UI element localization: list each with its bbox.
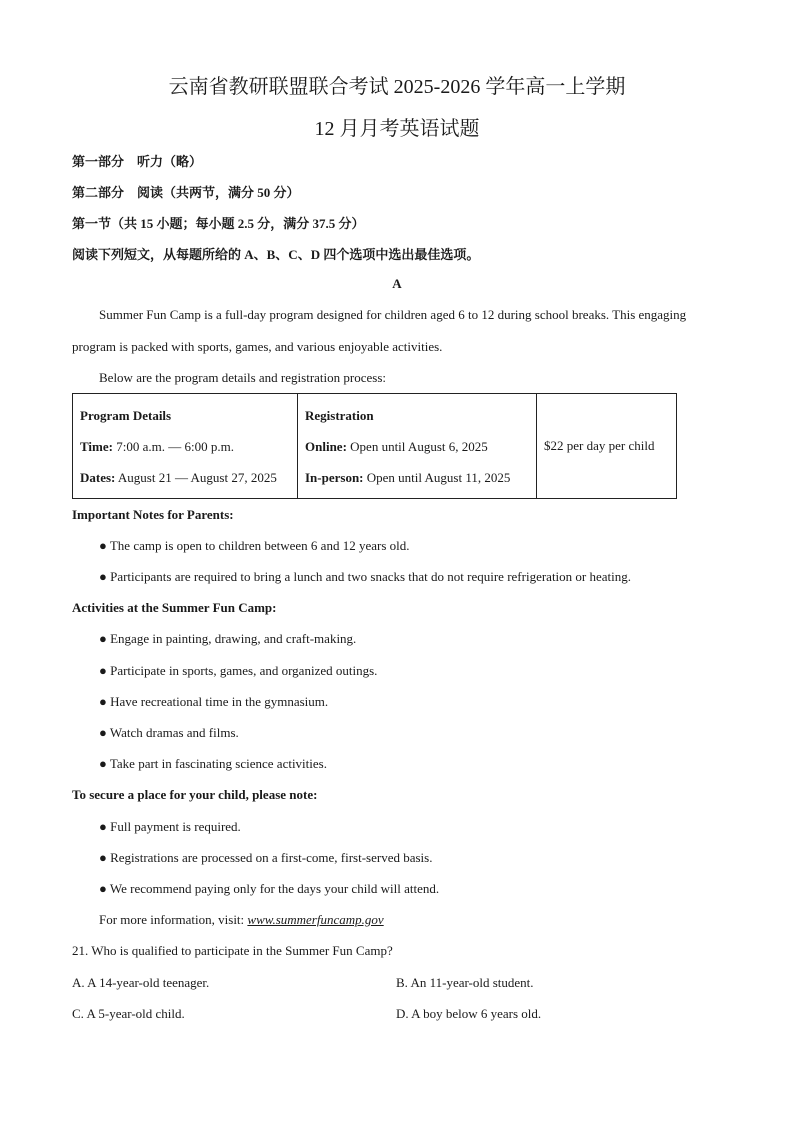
notes-heading: Important Notes for Parents:	[72, 507, 234, 522]
price-cell: $22 per day per child	[537, 394, 677, 499]
passage-label: A	[392, 276, 402, 291]
more-info-text: For more information, visit:	[99, 912, 248, 927]
option-b: B. An 11-year-old student.	[396, 975, 534, 990]
list-item: ● Engage in painting, drawing, and craft-making.	[99, 631, 357, 646]
secure-heading: To secure a place for your child, please note:	[72, 787, 318, 802]
part1-heading: 第一部分 听力（略）	[72, 154, 203, 169]
table-intro: Below are the program details and registration process:	[99, 370, 386, 385]
exam-title: 云南省教研联盟联合考试 2025-2026 学年高一上学期	[168, 76, 626, 98]
registration-header: Registration	[305, 408, 374, 423]
more-info	[99, 912, 384, 928]
list-item: ● Registrations are processed on a first-come, first-served basis.	[99, 850, 433, 865]
option-c: C. A 5-year-old child.	[72, 1006, 185, 1021]
list-item: ● Watch dramas and films.	[99, 725, 239, 740]
list-item: ● Full payment is required.	[99, 819, 241, 834]
activities-heading: Activities at the Summer Fun Camp:	[72, 600, 277, 615]
list-item: ● The camp is open to children between 6 and 12 years old.	[99, 538, 410, 553]
instruction: 阅读下列短文，从每题所给的 A、B、C、D 四个选项中选出最佳选项。	[72, 247, 480, 262]
exam-subtitle: 12 月月考英语试题	[314, 118, 480, 140]
list-item: ● Participants are required to bring a lunch and two snacks that do not require refrigeration or heating.	[99, 569, 632, 584]
intro-paragraph: Summer Fun Camp is a full-day program designed for children aged 6 to 12 during school breaks. This engaging program is packed with sports, games, and various enjoyable activities.	[72, 307, 687, 354]
program-details-header: Program Details	[80, 408, 172, 423]
option-a: A. A 14-year-old teenager.	[72, 975, 210, 990]
list-item: ● Participate in sports, games, and organized outings.	[99, 663, 378, 678]
list-item: ● Have recreational time in the gymnasium.	[99, 694, 329, 709]
online-row: Online: Open until August 6, 2025	[305, 439, 488, 454]
program-table	[72, 393, 677, 499]
time-row: Time: 7:00 a.m. — 6:00 p.m.	[80, 439, 234, 454]
section1-heading: 第一节（共 15 小题；每小题 2.5 分，满分 37.5 分）	[72, 216, 365, 231]
list-item: ● Take part in fascinating science activities.	[99, 756, 327, 771]
registration-cell	[298, 394, 537, 499]
list-item: ● We recommend paying only for the days your child will attend.	[99, 881, 440, 896]
inperson-row: In-person: Open until August 11, 2025	[305, 470, 511, 485]
part2-heading: 第二部分 阅读（共两节，满分 50 分）	[72, 185, 300, 200]
question-stem: 21. Who is qualified to participate in the Summer Fun Camp?	[72, 943, 393, 958]
option-d: D. A boy below 6 years old.	[396, 1006, 542, 1021]
website-link[interactable]: www.summerfuncamp.gov	[247, 912, 384, 927]
dates-row: Dates: August 21 — August 27, 2025	[80, 470, 277, 485]
program-details-cell	[73, 394, 298, 499]
